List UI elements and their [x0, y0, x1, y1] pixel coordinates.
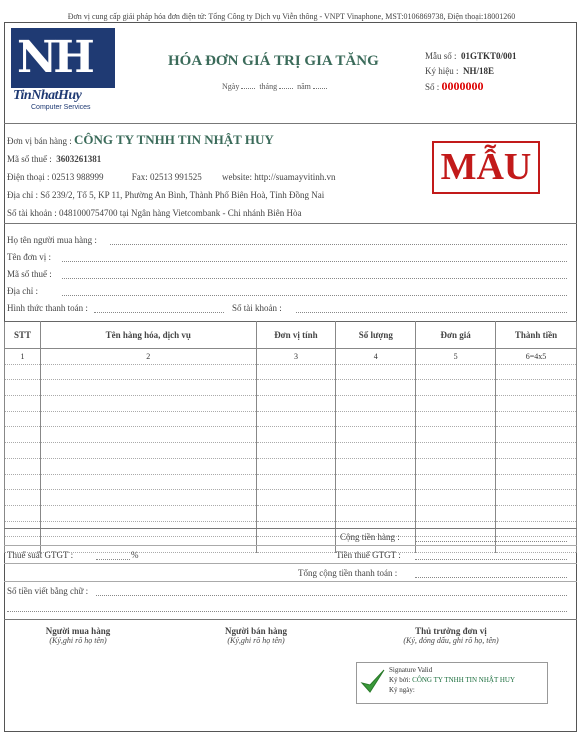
seller-account-label: Số tài khoản : [7, 208, 57, 218]
divider-signatures [4, 619, 577, 620]
seller-name-label: Đơn vị bán hàng : [7, 136, 72, 146]
sample-stamp: MẪU [432, 141, 540, 194]
head-signature-note: (Ký, đóng dấu, ghi rõ họ, tên) [403, 636, 499, 645]
logo-name: TinNhatHuy [13, 88, 82, 103]
items-table [4, 321, 577, 553]
seller-signature-title: Người bán hàng [225, 626, 287, 636]
number-label: Số : [425, 82, 440, 92]
col-header-stt: STT [5, 322, 41, 349]
table-row[interactable] [5, 411, 577, 427]
divider-seller [4, 223, 577, 224]
amount-in-words-field-1[interactable] [96, 595, 567, 596]
index-cell: 2 [40, 349, 256, 365]
buyer-tax-field[interactable] [62, 278, 567, 279]
form-label: Mẫu số : [425, 51, 457, 61]
divider-top [4, 123, 577, 124]
buyer-address-label: Địa chỉ : [7, 286, 38, 296]
buyer-unit-field[interactable] [62, 261, 567, 262]
date-year-label: năm [297, 82, 311, 91]
invoice-serial-block [425, 49, 517, 95]
buyer-tax-label: Mã số thuế : [7, 269, 52, 279]
seller-phone: 02513 988999 [51, 172, 104, 182]
seller-account: 0481000754700 tại Ngân hàng Vietcombank - Chi nhánh Biên Hòa [59, 208, 302, 218]
seller-tax-label: Mã số thuế : [7, 154, 52, 164]
date-day-label: Ngày [222, 82, 240, 91]
digital-signature-text [389, 665, 515, 695]
buyer-unit-label: Tên đơn vị : [7, 252, 52, 262]
grand-total-label: Tổng cộng tiền thanh toán : [298, 568, 398, 578]
divider-grand-total [4, 581, 577, 582]
logo-mark-box [11, 28, 115, 88]
amount-in-words-label: Số tiền viết bằng chữ : [7, 586, 89, 596]
invoice-title: HÓA ĐƠN GIÁ TRỊ GIA TĂNG [168, 53, 379, 69]
seller-signature-block [196, 626, 316, 645]
divider-table-bottom [4, 528, 577, 529]
index-cell: 6=4x5 [496, 349, 577, 365]
index-cell: 5 [416, 349, 496, 365]
seller-tax-code: 3603261381 [56, 154, 102, 164]
col-header-quantity: Số lượng [336, 322, 416, 349]
invoice-date-line [222, 80, 327, 91]
subtotal-label: Cộng tiền hàng : [340, 532, 400, 542]
seller-address: Số 239/2, Tổ 5, KP 11, Phường An Bình, Thành Phố Biên Hoà, Tỉnh Đồng Nai [40, 190, 325, 200]
table-row[interactable] [5, 474, 577, 490]
seller-fax: Fax: 02513 991525 [131, 172, 202, 182]
index-cell: 1 [5, 349, 41, 365]
date-day-blank [241, 80, 255, 89]
signed-by-label: Ký bởi: [389, 676, 411, 684]
company-logo [11, 28, 119, 112]
amount-in-words-field-2[interactable] [7, 611, 567, 612]
buyer-account-field[interactable] [296, 312, 567, 313]
logo-subtitle: Computer Services [31, 104, 91, 111]
buyer-signature-note: (Ký,ghi rõ họ tên) [49, 636, 107, 645]
col-header-amount: Thành tiền [496, 322, 577, 349]
head-signature-title: Thủ trưởng đơn vị [415, 626, 487, 636]
vat-rate-label: Thuế suất GTGT : [7, 550, 74, 560]
logo-mark: NH [17, 32, 91, 83]
table-row[interactable] [5, 427, 577, 443]
buyer-signature-title: Người mua hàng [45, 626, 111, 636]
invoice-number: 0000000 [441, 79, 484, 93]
payment-method-field[interactable] [94, 312, 224, 313]
seller-company-name: CÔNG TY TNHH TIN NHẬT HUY [74, 132, 274, 147]
seller-phone-label: Điện thoại : [7, 172, 50, 182]
symbol-value: NH/18E [463, 66, 495, 76]
index-cell: 4 [336, 349, 416, 365]
seller-website: website: http://suamayvitinh.vn [222, 172, 336, 182]
seller-block [7, 131, 427, 222]
buyer-name-label: Họ tên người mua hàng : [7, 235, 97, 245]
subtotal-field[interactable] [415, 541, 567, 542]
seller-signature-note: (Ký,ghi rõ họ tên) [227, 636, 285, 645]
table-row[interactable] [5, 364, 577, 380]
vat-amount-field[interactable] [415, 559, 567, 560]
signature-status: Signature Valid [389, 666, 433, 674]
table-header-row [5, 322, 577, 349]
signed-by-value: CÔNG TY TNHH TIN NHẬT HUY [412, 676, 516, 684]
table-row[interactable] [5, 396, 577, 412]
head-signature-block [376, 626, 526, 645]
table-index-row [5, 349, 577, 365]
buyer-name-field[interactable] [110, 244, 567, 245]
table-row[interactable] [5, 458, 577, 474]
buyer-address-field[interactable] [62, 295, 567, 296]
grand-total-field[interactable] [415, 577, 567, 578]
symbol-label: Ký hiệu : [425, 66, 459, 76]
payment-method-label: Hình thức thanh toán : [7, 303, 88, 313]
signed-date-label: Ký ngày: [389, 686, 415, 694]
divider-subtotal [4, 545, 577, 546]
form-value: 01GTKT0/001 [461, 51, 517, 61]
date-month-blank [279, 80, 293, 89]
date-year-blank [313, 80, 327, 89]
table-row[interactable] [5, 380, 577, 396]
table-row[interactable] [5, 505, 577, 521]
digital-signature-box[interactable] [356, 662, 548, 704]
table-row[interactable] [5, 490, 577, 506]
vat-rate-field[interactable] [96, 559, 130, 560]
check-icon [360, 667, 386, 697]
vat-amount-label: Tiền thuế GTGT : [336, 550, 401, 560]
col-header-unit: Đơn vị tính [256, 322, 336, 349]
col-header-item: Tên hàng hóa, dịch vụ [40, 322, 256, 349]
date-month-label: tháng [259, 82, 278, 91]
divider-vat [4, 563, 577, 564]
table-row[interactable] [5, 443, 577, 459]
vat-rate-unit: % [131, 550, 139, 560]
seller-address-label: Địa chỉ : [7, 190, 38, 200]
provider-note: Đơn vị cung cấp giải pháp hóa đơn điện tử: Tổng Công ty Dịch vụ Viễn thông - VNPT Vinaphone, MST:0106869738, Điện thoại:18001260 [67, 12, 516, 21]
index-cell: 3 [256, 349, 336, 365]
buyer-account-label: Số tài khoản : [232, 303, 282, 313]
buyer-signature-block [18, 626, 138, 645]
col-header-unit-price: Đơn giá [416, 322, 496, 349]
